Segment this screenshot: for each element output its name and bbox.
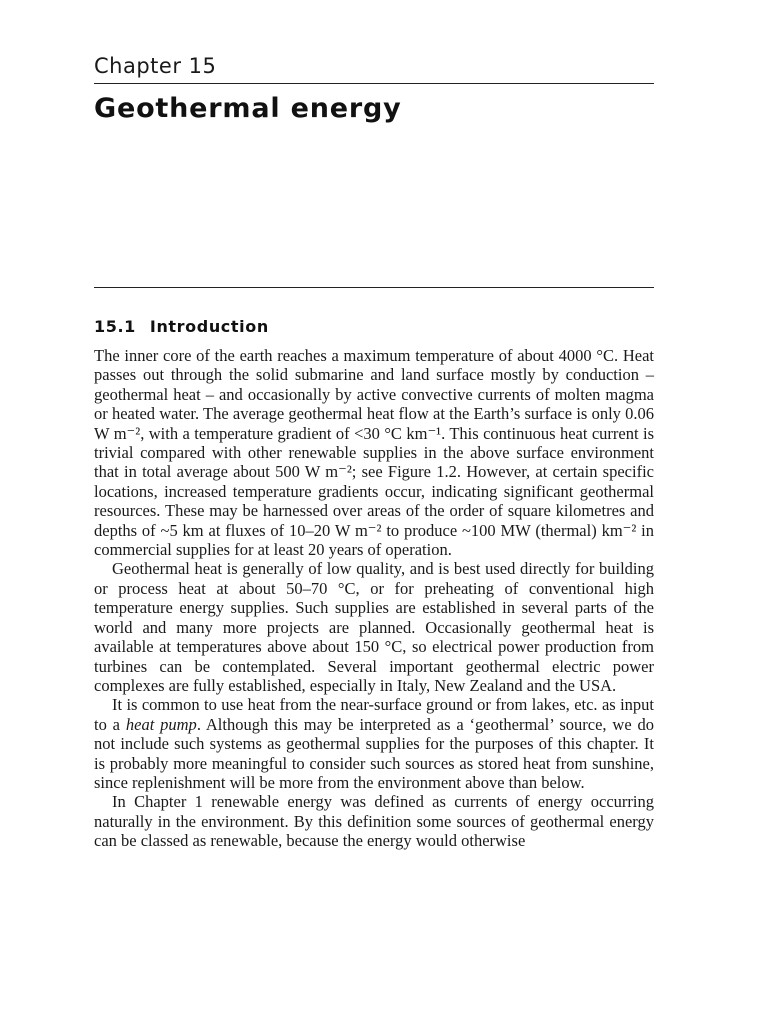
chapter-label: Chapter 15 (94, 54, 217, 78)
section-heading (94, 317, 269, 336)
chapter-bottom-rule (94, 287, 654, 288)
chapter-title: Geothermal energy (94, 93, 402, 124)
paragraph: The inner core of the earth reaches a maximum temperature of about 4000 °C. Heat passes out through the solid submarine and land surface mostly by conduction – geothermal heat – and occasionally by active convective currents of molten magma or heated water. The average geothermal heat flow at the Earth’s surface is only 0.06 W m⁻², with a temperature gradient of <30 °C km⁻¹. This continuous heat current is trivial compared with other renewable supplies in the above surface environment that in total average about 500 W m⁻²; see Figure 1.2. However, at certain specific locations, increased temperature gradients occur, indicating significant geothermal resources. These may be harnessed over areas of the order of square kilometres and depths of ~5 km at fluxes of 10–20 W m⁻² to produce ~100 MW (thermal) km⁻² in commercial supplies for at least 20 years of operation. (94, 346, 654, 560)
chapter-top-rule (94, 83, 654, 84)
paragraph: Geothermal heat is generally of low quality, and is best used directly for building or process heat at about 50–70 °C, or for preheating of conventional high temperature energy supplies. Such supplies are established in several parts of the world and many more projects are planned. Occasionally geothermal heat is available at temperatures above about 150 °C, so electrical power production from turbines can be contemplated. Several important geothermal electric power complexes are fully established, especially in Italy, New Zealand and the USA. (94, 559, 654, 695)
paragraph-text-end: . Although this may be interpreted as a ‘geothermal’ source, we do not include such systems as geothermal supplies for the purposes of this chapter. It is probably more meaningful to consider such sources as stored heat from sunshine, since replenishment will be more from the environment above than below. (94, 714, 655, 792)
section-title: Introduction (149, 317, 269, 336)
section-number: 15.1 (94, 317, 136, 336)
body-text (94, 346, 654, 851)
paragraph-text-start: It is common to use heat from the near-surface ground or from lakes, etc. as input to a (94, 695, 654, 734)
paragraph (94, 695, 654, 792)
emphasized-term: heat pump (125, 714, 197, 734)
paragraph: In Chapter 1 renewable energy was defined as currents of energy occurring naturally in the environment. By this definition some sources of geothermal energy can be classed as renewable, because the energy would otherwise (94, 792, 654, 851)
